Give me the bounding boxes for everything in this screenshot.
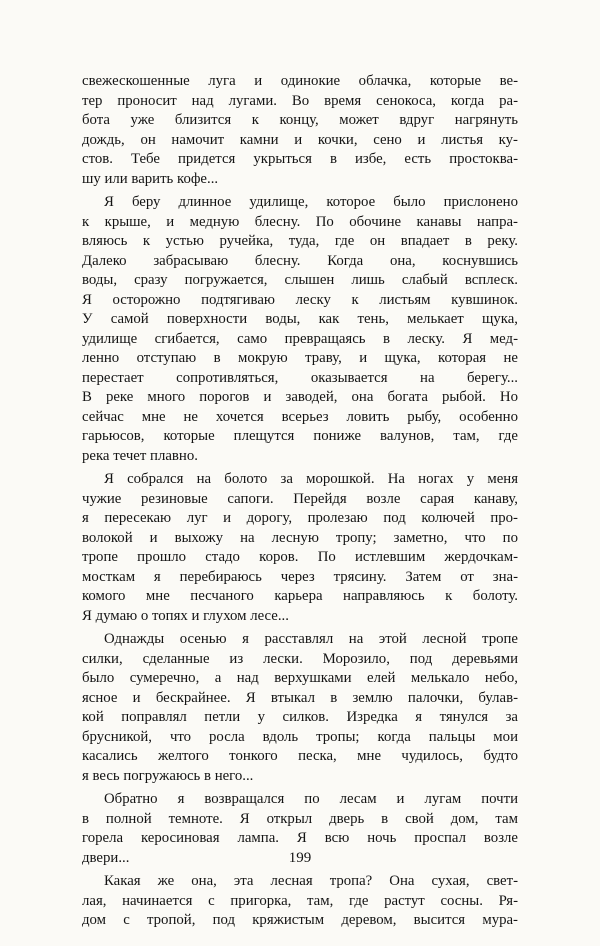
text-line: перестает сопротивляться, оказывается на берегу... xyxy=(82,369,518,386)
text-line: стов. Тебе придется укрыться в избе, есть простоква- xyxy=(82,151,518,167)
body-text xyxy=(82,72,518,931)
text-line: удилище сгибается, само превращаясь в леску. Я мед- xyxy=(82,330,518,347)
text-line: силки, сделанные из лески. Морозило, под деревьями xyxy=(82,650,518,667)
text-line: шу или варить кофе... xyxy=(82,170,219,187)
text-line: лая, начинается с пригорка, там, где растут сосны. Ря- xyxy=(82,892,518,909)
text-line: я весь погружаюсь в него... xyxy=(82,767,254,784)
text-line: двери... xyxy=(82,849,130,866)
text-line: Я беру длинное удилище, которое было прислонено xyxy=(104,194,518,210)
text-line: река течет плавно. xyxy=(82,447,198,464)
text-line: я пересекаю луг и дорогу, пролезаю под колючей про- xyxy=(82,510,518,526)
text-line: чужие резиновые сапоги. Перейдя возле сарая канаву, xyxy=(82,490,518,507)
text-line: В реке много порогов и заводей, она богата рыбой. Но xyxy=(82,389,518,405)
text-line: горела керосиновая лампа. Я всю ночь проспал возле xyxy=(82,830,518,846)
text-line: мосткам я перебираюсь через трясину. Затем от зна- xyxy=(82,568,518,585)
text-line: гарьюсов, которые плещутся пониже валунов, там, где xyxy=(82,428,518,444)
text-line: У самой поверхности воды, как тень, мелькает щука, xyxy=(82,311,518,327)
text-line: дождь, он намочит камни и кочки, сено и листья ку- xyxy=(82,131,518,148)
text-line: касались желтого тонкого песка, мне чудилось, будто xyxy=(82,748,518,764)
text-line: в полной темноте. Я открыл дверь в свой дом, там xyxy=(82,810,518,827)
text-line: Какая же она, эта лесная тропа? Она сухая, свет- xyxy=(104,873,518,889)
text-line: к крыше, и медную блесну. По обочине канавы напра- xyxy=(82,213,518,230)
text-line: было сумеречно, а над верхушками елей мелькало небо, xyxy=(82,670,518,686)
text-line: свежескошенные луга и одинокие облачка, которые ве- xyxy=(82,73,518,89)
text-line: дом с тропой, под кряжистым деревом, высится мура- xyxy=(82,912,518,928)
text-line: кой поправлял петли у силков. Изредка я тянулся за xyxy=(82,709,518,725)
text-line: волокой и выхожу на лесную тропу; заметно, что по xyxy=(82,529,518,546)
text-line: тропе прошло стадо коров. По истлевшим жердочкам- xyxy=(82,549,518,565)
text-line: сейчас мне не хочется всерьез ловить рыбу, особенно xyxy=(82,408,518,425)
text-line: Я осторожно подтягиваю леску к листьям кувшинок. xyxy=(82,291,518,308)
text-line: ленно отступаю в мокрую траву, и щука, которая не xyxy=(82,350,518,366)
text-line: воды, сразу погружается, слышен лишь слабый всплеск. xyxy=(82,272,518,288)
text-line: брусникой, что росла вдоль тропы; когда пальцы мои xyxy=(82,728,518,745)
text-line: Однажды осенью я расставлял на этой лесной тропе xyxy=(104,631,518,647)
text-line: тер проносит над лугами. Во время сенокоса, когда ра- xyxy=(82,92,518,109)
text-line: вляюсь к устью ручейка, туда, где он впадает в реку. xyxy=(82,233,518,249)
text-line: бота уже близится к концу, может вдруг нагрянуть xyxy=(82,112,518,128)
page-number: 199 xyxy=(288,850,312,866)
text-line: ясное и бескрайнее. Я втыкал в землю палочки, булав- xyxy=(82,689,518,706)
text-line: Обратно я возвращался по лесам и лугам почти xyxy=(104,791,518,807)
text-line: Я собрался на болото за морошкой. На ногах у меня xyxy=(104,471,518,487)
text-line: комого мне песчаного карьера направляюсь к болоту. xyxy=(82,588,518,604)
text-line: Я думаю о топях и глухом лесе... xyxy=(82,607,289,624)
text-line: Далеко забрасываю блесну. Когда она, коснувшись xyxy=(82,252,518,269)
